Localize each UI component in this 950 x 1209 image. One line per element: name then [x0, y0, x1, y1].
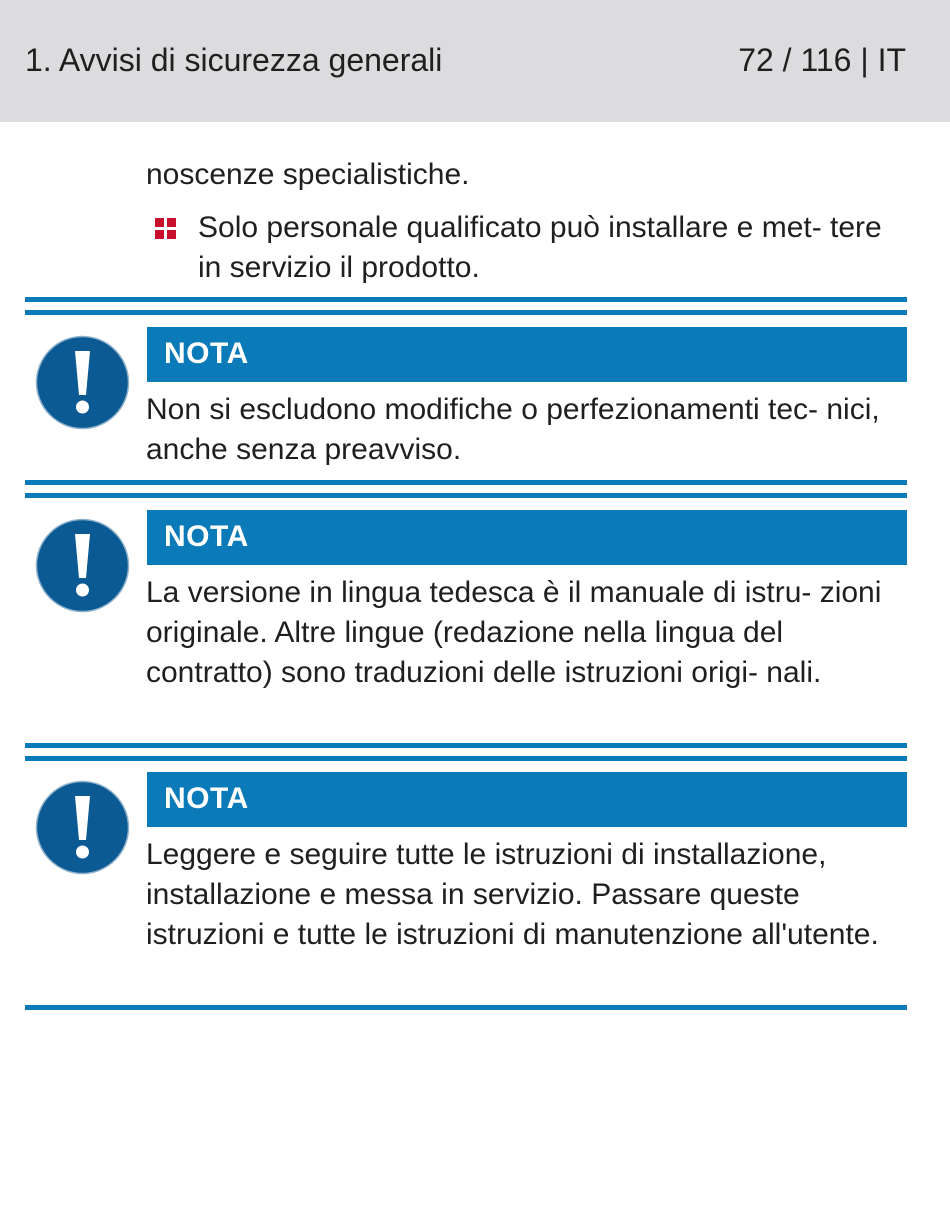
- notice-divider: [25, 297, 907, 302]
- notice-header: [147, 510, 907, 565]
- notice-text: La versione in lingua tedesca è il manuale di istru- zioni originale. Altre lingue (redazione nella lingua del contratto) sono traduzioni delle istruzioni origi- nali.: [146, 576, 882, 689]
- bullet-item: Solo personale qualificato può installare e met- tere in servizio il prodotto.: [198, 211, 882, 284]
- notice-divider: [25, 756, 907, 761]
- notice-text: Leggere e seguire tutte le istruzioni di installazione, installazione e messa in servizio. Passare queste istruzioni e tutte le istruzioni di manutenzione all'utente.: [146, 838, 879, 951]
- exclamation-icon: [35, 780, 130, 875]
- section-title: 1. Avvisi di sicurezza generali: [25, 42, 443, 78]
- continuation-text: noscenze specialistiche.: [146, 158, 470, 191]
- page-indicator: 72 / 116 | IT: [738, 42, 906, 78]
- page-header: [0, 0, 950, 122]
- notice-label: NOTA: [164, 520, 249, 553]
- exclamation-icon: [35, 335, 130, 430]
- notice-header: [147, 772, 907, 827]
- notice-divider: [25, 743, 907, 748]
- notice-label: NOTA: [164, 337, 249, 370]
- notice-divider: [25, 493, 907, 498]
- exclamation-icon: [35, 518, 130, 613]
- notice-text: Non si escludono modifiche o perfezionamenti tec- nici, anche senza preavviso.: [146, 393, 880, 466]
- section-end-divider: [25, 1005, 907, 1010]
- notice-label: NOTA: [164, 782, 249, 815]
- bullet-icon: [155, 218, 176, 239]
- notice-divider: [25, 480, 907, 485]
- notice-divider: [25, 310, 907, 315]
- notice-header: [147, 327, 907, 382]
